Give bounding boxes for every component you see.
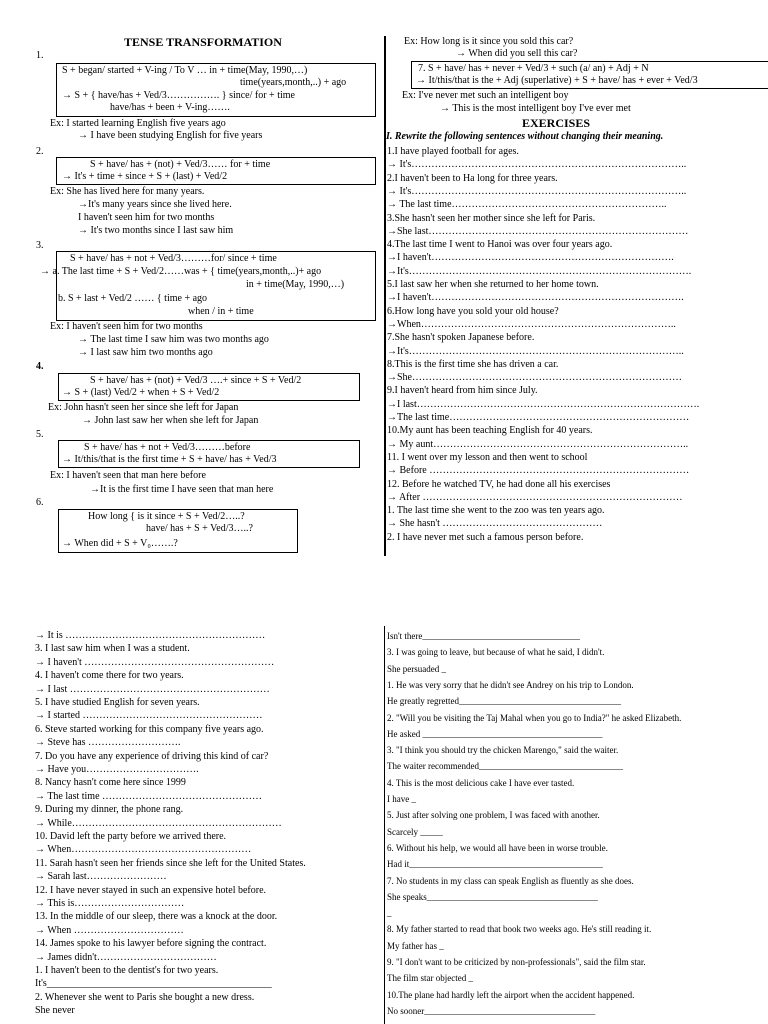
- exercise-line: 2. "Will you be visiting the Taj Mahal when you go to India?" he asked Elizabeth.: [387, 712, 682, 723]
- exercise-line: 8. Nancy hasn't come here since 1999: [35, 777, 186, 789]
- exercise-line: → It is ……………………………………………………: [35, 630, 266, 641]
- exercise-line: →It's………………………………………………………………………..: [387, 345, 684, 357]
- s4-example-2: → John last saw her when she left for Japan: [82, 415, 259, 426]
- exercise-line: 5. I have studied English for seven years.: [35, 697, 200, 708]
- exercise-line: 10.My aunt has been teaching English for 40 years.: [387, 425, 593, 437]
- exercise-line: She never: [35, 1005, 75, 1017]
- s1-formula-1b: time(years,month,..) + ago: [240, 77, 347, 88]
- s3-formula-2: → a. The last time + S + Ved/2……was + { time(years,month,..)+ ago: [40, 266, 322, 277]
- exercise-line: → Before ……………………………………………………………………: [387, 465, 690, 477]
- s2-example-1: Ex: She has lived here for many years.: [50, 186, 205, 197]
- exercise-line: → When ……………………………: [35, 924, 184, 936]
- exercise-line: 3. I was going to leave, but because of what he said, I didn't.: [387, 647, 605, 658]
- exercise-line: → This is……………………………: [35, 898, 185, 909]
- s6-formula-1: How long { is it since + S + Ved/2…..?: [88, 511, 245, 522]
- exercise-line: →When…………………………………………………………………..: [387, 318, 676, 330]
- exercise-line: Scarcely _____: [387, 826, 443, 837]
- exercise-line: 9. "I don't want to be criticized by non-professionals", said the film star.: [387, 957, 646, 967]
- exercise-line: 1. He was very sorry that he didn't see Andrey on his trip to London.: [387, 679, 634, 690]
- exercise-line: _: [387, 908, 392, 919]
- exercise-line: → She hasn't …………………………………………: [387, 518, 603, 530]
- exercise-line: 6.How long have you sold your old house?: [387, 305, 559, 317]
- exercise-line: 8.This is the first time she has driven a car.: [387, 358, 559, 370]
- s3-formula-4: b. S + last + Ved/2 …… { time + ago: [58, 293, 208, 304]
- exercise-line: 2. I have never met such a famous person before.: [387, 531, 584, 543]
- exercise-line: 4. I haven't come there for two years.: [35, 670, 184, 682]
- exercise-line: →I haven't……………………………………………………………….: [387, 252, 674, 264]
- s4-formula-1: S + have/ has + (not) + Ved/3 ….+ since + S + Ved/2: [90, 375, 302, 386]
- exercise-line: 12. I have never stayed in such an expensive hotel before.: [35, 884, 267, 896]
- exercise-line: 3.She hasn't seen her mother since she left for Paris.: [387, 212, 596, 224]
- s3-formula-1: S + have/ has + not + Ved/3………for/ since + time: [70, 253, 277, 264]
- page-title: TENSE TRANSFORMATION: [124, 35, 282, 49]
- s1-formula-1a: S + began/ started + V-ing / To V … in + time(May, 1990,…): [62, 65, 308, 76]
- exercises-instruction: I. Rewrite the following sentences without changing their meaning.: [386, 131, 664, 142]
- exercise-line: → Have you…………………………….: [35, 764, 199, 775]
- s6-number: 6.: [36, 497, 44, 508]
- exercise-line: →I last………………………………………………………………………….: [387, 398, 700, 410]
- exercise-line: It's_____________________________________________: [35, 978, 272, 990]
- s2-formula-1: S + have/ has + (not) + Ved/3…… for + time: [90, 159, 271, 170]
- exercise-line: 6. Steve started working for this company five years ago.: [35, 723, 264, 735]
- s1-example: Ex: I started learning English five years ago: [50, 118, 226, 129]
- s4-formula-2: → S + (last) Ved/2 + when + S + Ved/2: [62, 387, 220, 398]
- s6-formula-3: → When did + S + V₀…….?: [62, 538, 178, 549]
- exercise-line: 5. Just after solving one problem, I was faced with another.: [387, 810, 600, 821]
- s6-formula-2: have/ has + S + Ved/3…..?: [146, 523, 253, 534]
- s1-example-2: → I have been studying English for five years: [78, 130, 263, 141]
- exercise-line: No sooner______________________________________: [387, 1005, 596, 1016]
- exercise-line: She speaks______________________________________: [387, 891, 598, 902]
- exercise-line: → It's………………………………………………………………………..: [387, 159, 687, 171]
- ex-d: → This is the most intelligent boy I've ever met: [440, 103, 631, 114]
- exercise-line: → My aunt…………………………………………………………………..: [387, 438, 689, 450]
- s3-number: 3.: [36, 240, 44, 251]
- exercise-line: 10.The plane had hardly left the airport when the accident happened.: [387, 989, 635, 1000]
- s2-example-2: →It's many years since she lived here.: [78, 199, 232, 210]
- s1-number: 1.: [36, 50, 44, 61]
- exercise-line: 7.She hasn't spoken Japanese before.: [387, 332, 535, 344]
- s4-number: 4.: [36, 361, 44, 372]
- s7-formula-a: 7. S + have/ has + never + Ved/3 + such (a/ an) + Adj + N: [418, 63, 649, 74]
- exercise-line: Had it___________________________________________: [387, 859, 603, 870]
- s3-formula-5: when / in + time: [188, 306, 254, 317]
- exercise-line: 6. Without his help, we would all have been in worse trouble.: [387, 842, 608, 853]
- exercise-line: 1. The last time she went to the zoo was ten years ago.: [387, 505, 605, 517]
- s2-number: 2.: [36, 146, 44, 157]
- ex-a: Ex: How long is it since you sold this car?: [404, 36, 574, 47]
- s5-formula-1: S + have/ has + not + Ved/3………before: [84, 442, 251, 453]
- exercise-line: The film star objected _: [387, 973, 473, 984]
- s2-formula-2: → It's + time + since + S + (last) + Ved/2: [62, 171, 228, 182]
- exercise-line: →I haven't………………………………………………………………….: [387, 292, 684, 304]
- exercise-line: 9.I haven't heard from him since July.: [387, 385, 538, 397]
- exercise-line: I have _: [387, 794, 416, 804]
- exercise-line: 11. Sarah hasn't seen her friends since she left for the United States.: [35, 857, 306, 869]
- exercise-line: 13. In the middle of our sleep, there was a knock at the door.: [35, 911, 278, 923]
- s5-example-2: →It is the first time I have seen that man here: [90, 484, 274, 495]
- exercise-line: He greatly regretted____________________________________: [387, 696, 621, 707]
- exercise-line: →The last time………………………………………………………………: [387, 412, 690, 423]
- exercise-line: → The last time …………………………………………: [35, 790, 263, 802]
- s5-formula-2: → It/this/that is the first time + S + have/ has + Ved/3: [62, 454, 277, 465]
- exercise-line: 2.I haven't been to Ha long for three years.: [387, 172, 558, 184]
- exercise-line: 12. Before he watched TV, he had done all his exercises: [387, 478, 611, 490]
- exercise-line: → Steve has ……………………….: [35, 737, 181, 749]
- s4-example-1: Ex: John hasn't seen her since she left for Japan: [48, 402, 239, 413]
- exercise-line: 8. My father started to read that book two weeks ago. He's still reading it.: [387, 924, 652, 935]
- s3-example-3: → I last saw him two months ago: [78, 347, 213, 358]
- exercise-line: He asked ________________________________________: [387, 728, 603, 739]
- exercise-line: 4.The last time I went to Hanoi was over four years ago.: [387, 239, 613, 251]
- exercise-line: → I haven't …………………………………………………: [35, 656, 275, 668]
- exercise-line: The waiter recommended________________________________: [387, 761, 623, 772]
- ex-b: → When did you sell this car?: [456, 48, 578, 59]
- s1-formula-2a: → S + { have/has + Ved/3……………. } since/ for + time: [62, 90, 295, 101]
- s5-number: 5.: [36, 429, 44, 440]
- exercise-line: Isn't there___________________________________: [387, 631, 580, 641]
- s3-example-1: Ex: I haven't seen him for two months: [50, 321, 203, 332]
- exercise-line: My father has _: [387, 940, 444, 951]
- exercise-line: 7. Do you have any experience of driving this kind of car?: [35, 750, 269, 762]
- exercise-line: →She………………………………………………………………………: [387, 372, 682, 384]
- exercise-line: She persuaded _: [387, 663, 446, 674]
- s1-formula-2b: have/has + been + V-ing…….: [110, 102, 230, 113]
- column-divider-bottom: [384, 626, 385, 1024]
- exercise-line: 5.I last saw her when she returned to her home town.: [387, 279, 599, 290]
- s2-example-3: I haven't seen him for two months: [78, 212, 215, 223]
- exercise-line: 9. During my dinner, the phone rang.: [35, 804, 184, 816]
- s7-formula-b: → It/this/that is the + Adj (superlative) + S + have/ has + ever + Ved/3: [416, 75, 698, 86]
- exercise-line: →It's………………………………………………………………………….: [387, 265, 692, 277]
- exercise-line: → While………………………………………………………: [35, 817, 282, 829]
- exercise-line: 3. I last saw him when I was a student.: [35, 643, 190, 655]
- exercise-line: → When………………………………………………: [35, 844, 252, 856]
- s3-example-2: → The last time I saw him was two months ago: [78, 334, 269, 345]
- exercise-line: 1.I have played football for ages.: [387, 146, 519, 157]
- exercise-line: 11. I went over my lesson and then went to school: [387, 451, 588, 463]
- exercise-line: 14. James spoke to his lawyer before signing the contract.: [35, 938, 267, 950]
- exercise-line: →She last……………………………………………………………………: [387, 225, 689, 237]
- s3-formula-3: in + time(May, 1990,…): [246, 279, 345, 290]
- exercise-line: → It's………………………………………………………………………..: [387, 185, 687, 197]
- exercise-line: 2. Whenever she went to Paris she bought a new dress.: [35, 991, 255, 1003]
- s5-example-1: Ex: I haven't seen that man here before: [50, 470, 206, 481]
- exercise-line: → I started ………………………………………………: [35, 710, 263, 722]
- exercise-line: 3. "I think you should try the chicken Marengo," said the waiter.: [387, 745, 619, 756]
- exercise-line: 1. I haven't been to the dentist's for two years.: [35, 965, 219, 976]
- exercise-line: 7. No students in my class can speak English as fluently as she does.: [387, 875, 634, 886]
- exercise-line: 4. This is the most delicious cake I have ever tasted.: [387, 777, 575, 788]
- exercises-heading: EXERCISES: [522, 116, 591, 130]
- exercise-line: → James didn't………………………………: [35, 951, 217, 963]
- column-divider-top: [384, 36, 386, 556]
- exercise-line: → After ……………………………………………………………………: [387, 491, 683, 503]
- exercise-line: 10. David left the party before we arrived there.: [35, 831, 227, 842]
- ex-c: Ex: I've never met such an intelligent boy: [402, 90, 569, 101]
- exercise-line: → I last ……………………………………………………: [35, 683, 270, 695]
- s2-example-4: → It's two months since I last saw him: [78, 225, 234, 236]
- exercise-line: → Sarah last……………………: [35, 871, 167, 883]
- exercise-line: → The last time………………………………………………………..: [387, 199, 667, 211]
